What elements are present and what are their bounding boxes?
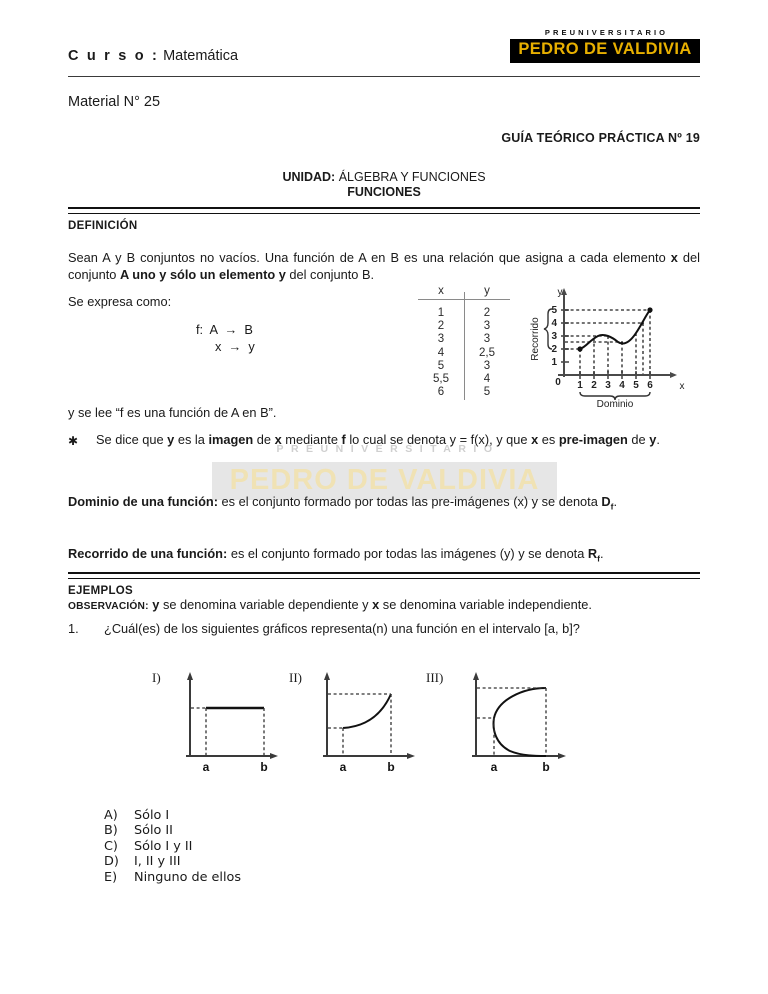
watermark-top-text: PREUNIVERSITARIO bbox=[276, 443, 500, 455]
b-t15: . bbox=[656, 432, 660, 447]
cell-x: 5 bbox=[437, 359, 445, 372]
example-graph-3 bbox=[424, 666, 584, 791]
imagen-bullet-text bbox=[68, 432, 700, 448]
option-c-text: Sólo I y II bbox=[134, 838, 193, 854]
def-text-f: del conjunto B. bbox=[285, 267, 375, 282]
cell-y: 4 bbox=[483, 373, 491, 386]
b-t5: de bbox=[253, 432, 275, 447]
unidad-label: UNIDAD: bbox=[282, 170, 336, 184]
b-t1: Se dice que bbox=[96, 432, 168, 447]
watermark-main-text: PEDRO DE VALDIVIA bbox=[212, 462, 557, 500]
expresa-label: Se expresa como: bbox=[68, 294, 172, 309]
graph-2-b-label: b bbox=[387, 760, 395, 774]
cell-y: 5 bbox=[483, 386, 491, 399]
recorrido-symbol: R bbox=[587, 545, 598, 561]
cell-x: 4 bbox=[437, 346, 445, 359]
cell-x: 1 bbox=[437, 307, 445, 319]
question-1-number: 1. bbox=[68, 621, 79, 636]
logo-top-text: PREUNIVERSITARIO bbox=[544, 28, 669, 37]
section-divider-bottom bbox=[68, 572, 700, 579]
obs-t5: se denomina variable independiente. bbox=[379, 597, 592, 613]
xy-value-table bbox=[418, 285, 510, 399]
option-a-key: A) bbox=[104, 808, 118, 823]
graph-1-a-label: a bbox=[202, 760, 210, 774]
recorrido-definition bbox=[68, 546, 700, 567]
unidad-value: ÁLGEBRA Y FUNCIONES bbox=[338, 170, 486, 184]
observacion-note bbox=[68, 597, 700, 615]
material-number: Material N° 25 bbox=[68, 94, 161, 110]
curso-value: Matemática bbox=[159, 48, 239, 64]
x-tick-5: 5 bbox=[633, 380, 639, 391]
def-text-emph: A uno y sólo un elemento bbox=[119, 267, 279, 282]
b-t11: es bbox=[538, 432, 559, 447]
function-notation-line1: f: A → B bbox=[196, 322, 253, 337]
answer-option-e[interactable] bbox=[104, 870, 241, 885]
recorrido-symbol-sub: f bbox=[597, 553, 601, 564]
cell-y: 3 bbox=[483, 359, 491, 372]
x-tick-3: 3 bbox=[605, 380, 611, 391]
def-text-a: Sean A y B conjuntos no vacíos. Una función de A en B es una relación que asigna a cada elemento bbox=[68, 250, 671, 265]
curso-line bbox=[68, 48, 238, 64]
x-tick-6: 6 bbox=[647, 380, 653, 391]
b-t2: y bbox=[167, 432, 175, 447]
example-graphs-row bbox=[150, 666, 630, 786]
b-t9: lo cual se denota y = f(x), y que bbox=[345, 432, 532, 447]
option-a-text: Sólo I bbox=[134, 808, 170, 823]
example-graph-3-label: III) bbox=[426, 670, 444, 685]
def-text-x: x bbox=[670, 250, 678, 265]
b-t8: f bbox=[341, 432, 346, 447]
observacion-label: OBSERVACIÓN: bbox=[68, 601, 149, 613]
b-t6: x bbox=[274, 432, 282, 447]
origin-label: 0 bbox=[555, 377, 561, 388]
page-header bbox=[68, 28, 700, 78]
graph-1-b-label: b bbox=[260, 760, 268, 774]
graph-2-a-label: a bbox=[339, 760, 347, 774]
y-tick-2: 2 bbox=[551, 344, 557, 355]
question-1 bbox=[68, 621, 708, 636]
se-lee-text: y se lee “f es una función de A en B”. bbox=[68, 405, 277, 420]
example-graph-1 bbox=[150, 666, 285, 791]
y-tick-3: 3 bbox=[551, 331, 557, 342]
y-axis-label: y bbox=[557, 287, 563, 298]
option-b-key: B) bbox=[104, 823, 118, 839]
example-graph-1-label: I) bbox=[152, 670, 161, 685]
logo-main-text: PEDRO DE VALDIVIA bbox=[510, 39, 700, 63]
x-axis-label: x bbox=[679, 381, 685, 392]
unidad-subtitle: FUNCIONES bbox=[347, 185, 421, 199]
answer-options bbox=[104, 808, 241, 885]
function-notation bbox=[196, 321, 255, 355]
header-divider-rule bbox=[68, 76, 700, 77]
cell-y: 3 bbox=[483, 320, 491, 333]
recorrido-rest: es el conjunto formado por todas las imágenes (y) y se denota bbox=[227, 545, 588, 561]
b-t10: x bbox=[531, 432, 539, 447]
table-header-x: x bbox=[438, 285, 444, 297]
answer-option-b[interactable] bbox=[104, 823, 241, 838]
graph-3-b-label: b bbox=[542, 760, 550, 774]
answer-option-a[interactable] bbox=[104, 808, 241, 823]
question-1-text: ¿Cuál(es) de los siguientes gráficos representa(n) una función en el intervalo [a, b]? bbox=[104, 621, 580, 636]
dominio-symbol-sub: f bbox=[610, 501, 614, 512]
unidad-row bbox=[0, 170, 768, 185]
dominio-definition bbox=[68, 494, 700, 515]
table-column-divider bbox=[464, 292, 465, 400]
guide-title: GUÍA TEÓRICO PRÁCTICA Nº 19 bbox=[501, 131, 700, 145]
cell-x: 2 bbox=[437, 320, 445, 333]
cell-x: 3 bbox=[437, 333, 445, 346]
dominio-symbol: D bbox=[601, 494, 611, 509]
obs-t3: se denomina variable dependiente y bbox=[159, 597, 373, 613]
dominio-lead: Dominio de una función: bbox=[68, 494, 218, 509]
y-tick-4: 4 bbox=[551, 318, 557, 329]
recorrido-period: . bbox=[600, 545, 604, 561]
y-tick-1: 1 bbox=[551, 357, 557, 368]
b-t3: es la bbox=[174, 432, 209, 447]
dominio-rest: es el conjunto formado por todas las pre-imágenes (x) y se denota bbox=[218, 494, 602, 509]
cell-y: 2 bbox=[483, 307, 491, 319]
answer-option-c[interactable] bbox=[104, 839, 241, 854]
function-graph-svg bbox=[512, 285, 692, 407]
y-tick-5: 5 bbox=[551, 305, 557, 316]
option-d-key: D) bbox=[104, 854, 119, 870]
page-watermark bbox=[212, 443, 557, 500]
graph-3-a-label: a bbox=[490, 760, 498, 774]
dominio-axis-label: Dominio bbox=[596, 399, 634, 407]
function-graph-figure bbox=[512, 285, 692, 407]
answer-option-d[interactable] bbox=[104, 854, 241, 869]
example-graph-3-svg bbox=[424, 666, 584, 786]
b-t14: y bbox=[649, 432, 657, 447]
brand-logo bbox=[510, 28, 700, 63]
option-e-text: Ninguno de ellos bbox=[134, 869, 242, 885]
ejemplos-heading: EJEMPLOS bbox=[68, 585, 134, 597]
b-t13: de bbox=[627, 432, 650, 447]
x-tick-4: 4 bbox=[619, 380, 625, 391]
x-tick-1: 1 bbox=[577, 380, 583, 391]
recorrido-lead: Recorrido de una función: bbox=[68, 545, 228, 561]
unidad-block bbox=[0, 170, 768, 200]
definicion-paragraph bbox=[68, 249, 700, 283]
def-text-y: y bbox=[278, 267, 286, 282]
b-t12: pre-imagen bbox=[558, 432, 628, 447]
b-t4: imagen bbox=[208, 432, 254, 447]
table-header-y: y bbox=[484, 285, 490, 297]
cell-x: 5,5 bbox=[433, 373, 449, 386]
example-graph-2-svg bbox=[287, 666, 422, 786]
option-d-text: I, II y III bbox=[134, 854, 181, 870]
curso-label: C u r s o : bbox=[68, 48, 160, 64]
function-notation-line2: x → y bbox=[215, 339, 255, 354]
example-graph-2 bbox=[287, 666, 422, 791]
def-text-c: del conjunto bbox=[68, 250, 700, 282]
section-divider-top bbox=[68, 207, 700, 214]
cell-y: 3 bbox=[483, 333, 491, 346]
option-e-key: E) bbox=[104, 869, 118, 885]
obs-t2: y bbox=[152, 597, 160, 613]
option-c-key: C) bbox=[104, 838, 118, 854]
definicion-heading: DEFINICIÓN bbox=[68, 220, 138, 232]
b-t7: mediante bbox=[281, 432, 342, 447]
table-body bbox=[418, 300, 510, 399]
cell-x: 6 bbox=[437, 386, 445, 399]
asterisk-icon: ✱ bbox=[68, 434, 79, 448]
recorrido-axis-label: Recorrido bbox=[530, 317, 541, 361]
imagen-bullet bbox=[68, 432, 700, 448]
obs-t4: x bbox=[372, 597, 380, 613]
example-graph-2-label: II) bbox=[289, 670, 302, 685]
x-tick-2: 2 bbox=[591, 380, 597, 391]
option-b-text: Sólo II bbox=[134, 823, 173, 839]
dominio-period: . bbox=[613, 494, 618, 509]
cell-y: 2,5 bbox=[479, 346, 495, 359]
example-graph-1-svg bbox=[150, 666, 285, 786]
